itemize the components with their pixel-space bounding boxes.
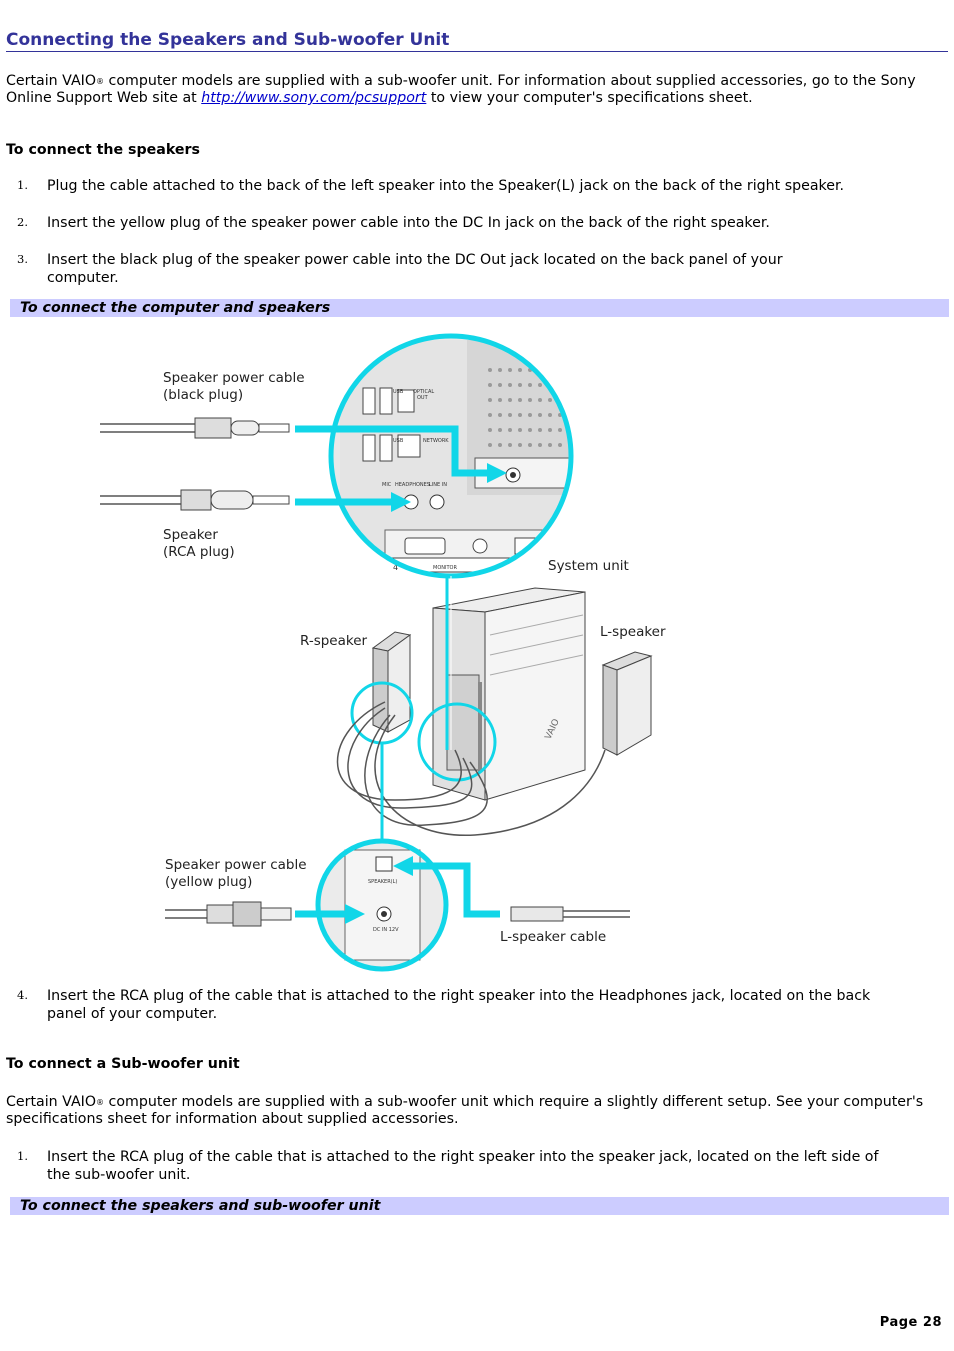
svg-text:(RCA plug): (RCA plug) <box>163 544 235 560</box>
svg-text:LINE IN: LINE IN <box>429 482 447 488</box>
l-speaker-cable-plug <box>511 907 630 921</box>
svg-text:Speaker power cable: Speaker power cable <box>165 857 307 873</box>
section-heading-subwoofer: To connect a Sub-woofer unit <box>6 1056 240 1072</box>
svg-text:R-speaker: R-speaker <box>300 633 368 649</box>
intro-paragraph: Certain VAIO® computer models are supplied with a sub-woofer unit. For information about supplied accessories, go to the Sony Online Support Web site at http://www.sony.com/pcsupport to view your computer's specifications sheet. <box>6 73 916 106</box>
svg-text:L-speaker cable: L-speaker cable <box>500 929 607 945</box>
svg-text:DC IN 12V: DC IN 12V <box>373 927 399 933</box>
subwoofer-paragraph: Certain VAIO® computer models are supplied with a sub-woofer unit which require a slightly different setup. See your computer's specifications sheet for information about supplied accessories. <box>6 1094 924 1127</box>
svg-text:MONITOR: MONITOR <box>433 565 457 571</box>
pcsupport-link[interactable]: http://www.sony.com/pcsupport <box>201 90 427 106</box>
svg-text:L-speaker: L-speaker <box>600 624 666 640</box>
svg-text:HEADPHONES: HEADPHONES <box>395 482 430 488</box>
svg-text:4: 4 <box>393 563 399 572</box>
svg-text:SPEAKER(L): SPEAKER(L) <box>368 879 398 885</box>
figure-caption-bar: To connect the computer and speakers <box>10 299 949 317</box>
svg-text:MIC: MIC <box>382 482 392 488</box>
svg-text:USB: USB <box>393 438 404 444</box>
svg-text:(black plug): (black plug) <box>163 387 244 403</box>
svg-text:System unit: System unit <box>548 558 629 574</box>
section-heading-connect-speakers: To connect the speakers <box>6 142 200 158</box>
svg-text:OUT: OUT <box>417 395 428 401</box>
page-number: Page 28 <box>879 1315 942 1330</box>
svg-text:VAIO: VAIO <box>543 717 562 742</box>
speaker-connection-diagram <box>95 330 675 972</box>
svg-text:Speaker: Speaker <box>163 527 218 543</box>
back-panel-closeup <box>340 340 587 580</box>
system-unit-tower <box>433 588 585 800</box>
svg-text:(yellow plug): (yellow plug) <box>165 874 253 890</box>
svg-text:NETWORK: NETWORK <box>423 438 449 444</box>
svg-text:Speaker power cable: Speaker power cable <box>163 370 305 386</box>
svg-text:OPTICAL: OPTICAL <box>413 389 435 395</box>
rca-plug-cable <box>100 490 289 510</box>
l-speaker <box>603 652 651 755</box>
page-title: Connecting the Speakers and Sub-woofer Unit <box>6 30 948 52</box>
black-plug-cable <box>100 418 289 438</box>
yellow-plug-cable <box>165 902 291 926</box>
figure-caption-bar: To connect the speakers and sub-woofer unit <box>10 1197 949 1215</box>
svg-text:USB: USB <box>393 389 404 395</box>
